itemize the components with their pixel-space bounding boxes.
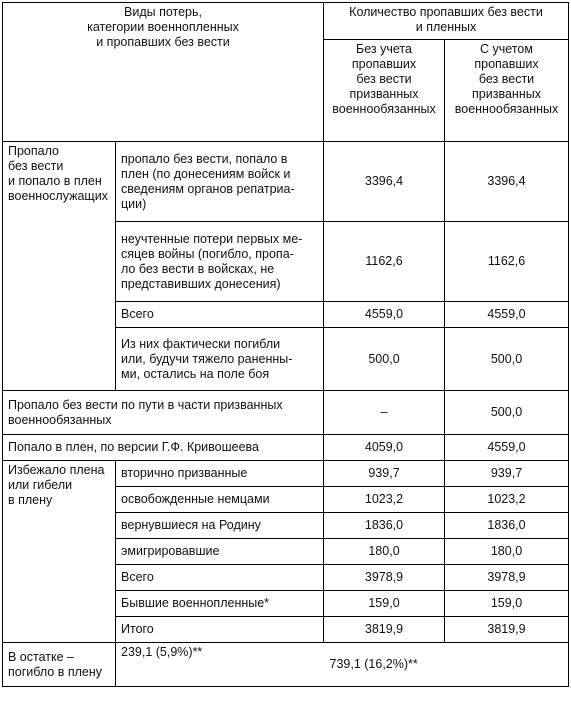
header-loss-types: Виды потерь, категории военнопленных и пропавших без вести <box>3 3 324 142</box>
value-without: 1023,2 <box>324 487 445 513</box>
value-with: 1836,0 <box>445 513 569 539</box>
value-with: 4559,0 <box>445 435 569 461</box>
value-without: 1162,6 <box>324 222 445 302</box>
value-with: 500,0 <box>445 328 569 391</box>
value-without: 1836,0 <box>324 513 445 539</box>
row-label: эмигрировавшие <box>116 539 324 565</box>
value-without: 4059,0 <box>324 435 445 461</box>
table-row <box>3 142 569 222</box>
value-without: 500,0 <box>324 328 445 391</box>
row-label: Итого <box>116 617 324 643</box>
group-label-escaped: Избежало плена или гибели в плену <box>3 461 116 643</box>
row-label: Всего <box>116 302 324 328</box>
header-row <box>3 3 569 40</box>
row-label: пропало без вести, попало в плен (по донесениям войск и сведениям органов репатриа- ции) <box>116 142 324 222</box>
value-with: 3819,9 <box>445 617 569 643</box>
table-row <box>3 643 569 687</box>
value-without: – <box>324 391 445 435</box>
row-label: В остатке – погибло в плену <box>3 643 116 687</box>
value-with: 159,0 <box>445 591 569 617</box>
value-with: 180,0 <box>445 539 569 565</box>
header-count-group: Количество пропавших без вести и пленных <box>324 3 569 40</box>
value-without: 159,0 <box>324 591 445 617</box>
row-label: освобожденные немцами <box>116 487 324 513</box>
value-with: 3396,4 <box>445 142 569 222</box>
row-label: вернувшиеся на Родину <box>116 513 324 539</box>
value-without: 3819,9 <box>324 617 445 643</box>
value-without: 3396,4 <box>324 142 445 222</box>
value-with: 500,0 <box>445 391 569 435</box>
losses-table <box>2 2 569 687</box>
row-label: Из них фактически погибли или, будучи тяжело раненны- ми, остались на поле боя <box>116 328 324 391</box>
table-row <box>3 461 569 487</box>
value-with: 939,7 <box>445 461 569 487</box>
value-without: 180,0 <box>324 539 445 565</box>
header-without-conscripts: Без учета пропавших без вести призванных военнообязанных <box>324 40 445 142</box>
row-label: неучтенные потери первых ме- сяцев войны (погибло, пропа- ло без вести в войсках, не представивших донесения) <box>116 222 324 302</box>
header-with-conscripts: С учетом пропавших без вести призванных военнообязанных <box>445 40 569 142</box>
row-label: Пропало без вести по пути в части призванных военнообязанных <box>3 391 324 435</box>
table-row <box>3 435 569 461</box>
row-label: Попало в плен, по версии Г.Ф. Кривошеева <box>3 435 324 461</box>
value-without: 239,1 (5,9%)** <box>116 643 324 687</box>
row-label: Всего <box>116 565 324 591</box>
group-label-missing: Пропало без вести и попало в плен военнослужащих <box>3 142 116 391</box>
value-without: 4559,0 <box>324 302 445 328</box>
row-label: вторично призванные <box>116 461 324 487</box>
value-without: 939,7 <box>324 461 445 487</box>
value-with: 4559,0 <box>445 302 569 328</box>
row-label: Бывшие военнопленные* <box>116 591 324 617</box>
value-with: 1023,2 <box>445 487 569 513</box>
value-with: 3978,9 <box>445 565 569 591</box>
value-with: 1162,6 <box>445 222 569 302</box>
value-with: 739,1 (16,2%)** <box>324 643 569 687</box>
table-row <box>3 391 569 435</box>
value-without: 3978,9 <box>324 565 445 591</box>
